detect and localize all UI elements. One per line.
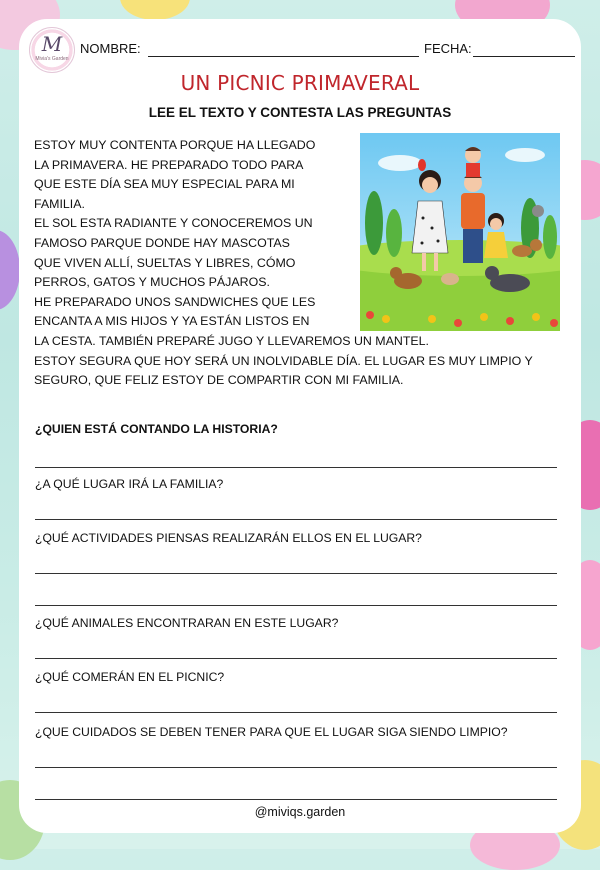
flower-decoration <box>120 0 190 20</box>
question-4: ¿QUÉ ANIMALES ENCONTRARAN EN ESTE LUGAR? <box>35 616 339 630</box>
story-line: ESTOY SEGURA QUE HOY SERÁ UN INOLVIDABLE DÍA. EL LUGAR ES MUY LIMPIO Y <box>34 353 533 368</box>
story-line: PERROS, GATOS Y MUCHOS PÁJAROS. <box>34 275 270 290</box>
logo <box>29 27 75 73</box>
answer-line-2[interactable] <box>35 519 557 520</box>
logo-text: Mivia's Garden <box>35 56 69 62</box>
name-label: NOMBRE: <box>80 41 141 56</box>
answer-line-1[interactable] <box>35 467 557 468</box>
question-3: ¿QUÉ ACTIVIDADES PIENSAS REALIZARÁN ELLOS EN EL LUGAR? <box>35 531 422 545</box>
date-field-line[interactable] <box>473 56 575 57</box>
flower-decoration <box>0 230 20 310</box>
story-column <box>34 136 315 332</box>
name-field-line[interactable] <box>148 56 419 57</box>
answer-line-3a[interactable] <box>35 573 557 574</box>
story-line: FAMOSO PARQUE DONDE HAY MASCOTAS <box>34 235 290 250</box>
answer-line-5[interactable] <box>35 712 557 713</box>
worksheet <box>19 19 581 833</box>
story-line: FAMILIA. <box>34 196 85 211</box>
answer-line-6a[interactable] <box>35 767 557 768</box>
question-5: ¿QUÉ COMERÁN EN EL PICNIC? <box>35 670 225 684</box>
instructions: LEE EL TEXTO Y CONTESTA LAS PREGUNTAS <box>148 105 452 120</box>
logo-letter: M <box>41 32 63 56</box>
page-title: UN PICNIC PRIMAVERAL <box>180 71 420 95</box>
story-line: EL SOL ESTA RADIANTE Y CONOCEREMOS UN <box>34 216 313 231</box>
story-line: QUE VIVEN ALLÍ, SUELTAS Y LIBRES, CÓMO <box>34 255 296 270</box>
family-picnic-illustration <box>360 133 560 331</box>
story-line: HE PREPARADO UNOS SANDWICHES QUE LES <box>34 294 316 309</box>
story-line: ENCANTA A MIS HIJOS Y YA ESTÁN LISTOS EN <box>34 314 310 329</box>
question-1: ¿QUIEN ESTÁ CONTANDO LA HISTORIA? <box>35 422 278 436</box>
answer-line-4[interactable] <box>35 658 557 659</box>
answer-line-6b[interactable] <box>35 799 557 800</box>
date-label: FECHA: <box>424 41 472 56</box>
story-line: ESTOY MUY CONTENTA PORQUE HA LLEGADO <box>34 138 316 152</box>
story-line: QUE ESTE DÍA SEA MUY ESPECIAL PARA MI <box>34 177 295 192</box>
story-continuation <box>34 332 533 391</box>
story-line: LA CESTA. TAMBIÉN PREPARÉ JUGO Y LLEVAREMOS UN MANTEL. <box>34 334 429 348</box>
answer-line-3b[interactable] <box>35 605 557 606</box>
story-line: LA PRIMAVERA. HE PREPARADO TODO PARA <box>34 157 304 172</box>
illustration-graphic <box>360 133 560 331</box>
question-6: ¿QUE CUIDADOS SE DEBEN TENER PARA QUE EL LUGAR SIGA SIENDO LIMPIO? <box>35 725 508 739</box>
question-2: ¿A QUÉ LUGAR IRÁ LA FAMILIA? <box>35 477 224 491</box>
story-line: SEGURO, QUE FELIZ ESTOY DE COMPARTIR CON MI FAMILIA. <box>34 373 404 388</box>
footer-handle: @miviqs.garden <box>254 805 346 819</box>
